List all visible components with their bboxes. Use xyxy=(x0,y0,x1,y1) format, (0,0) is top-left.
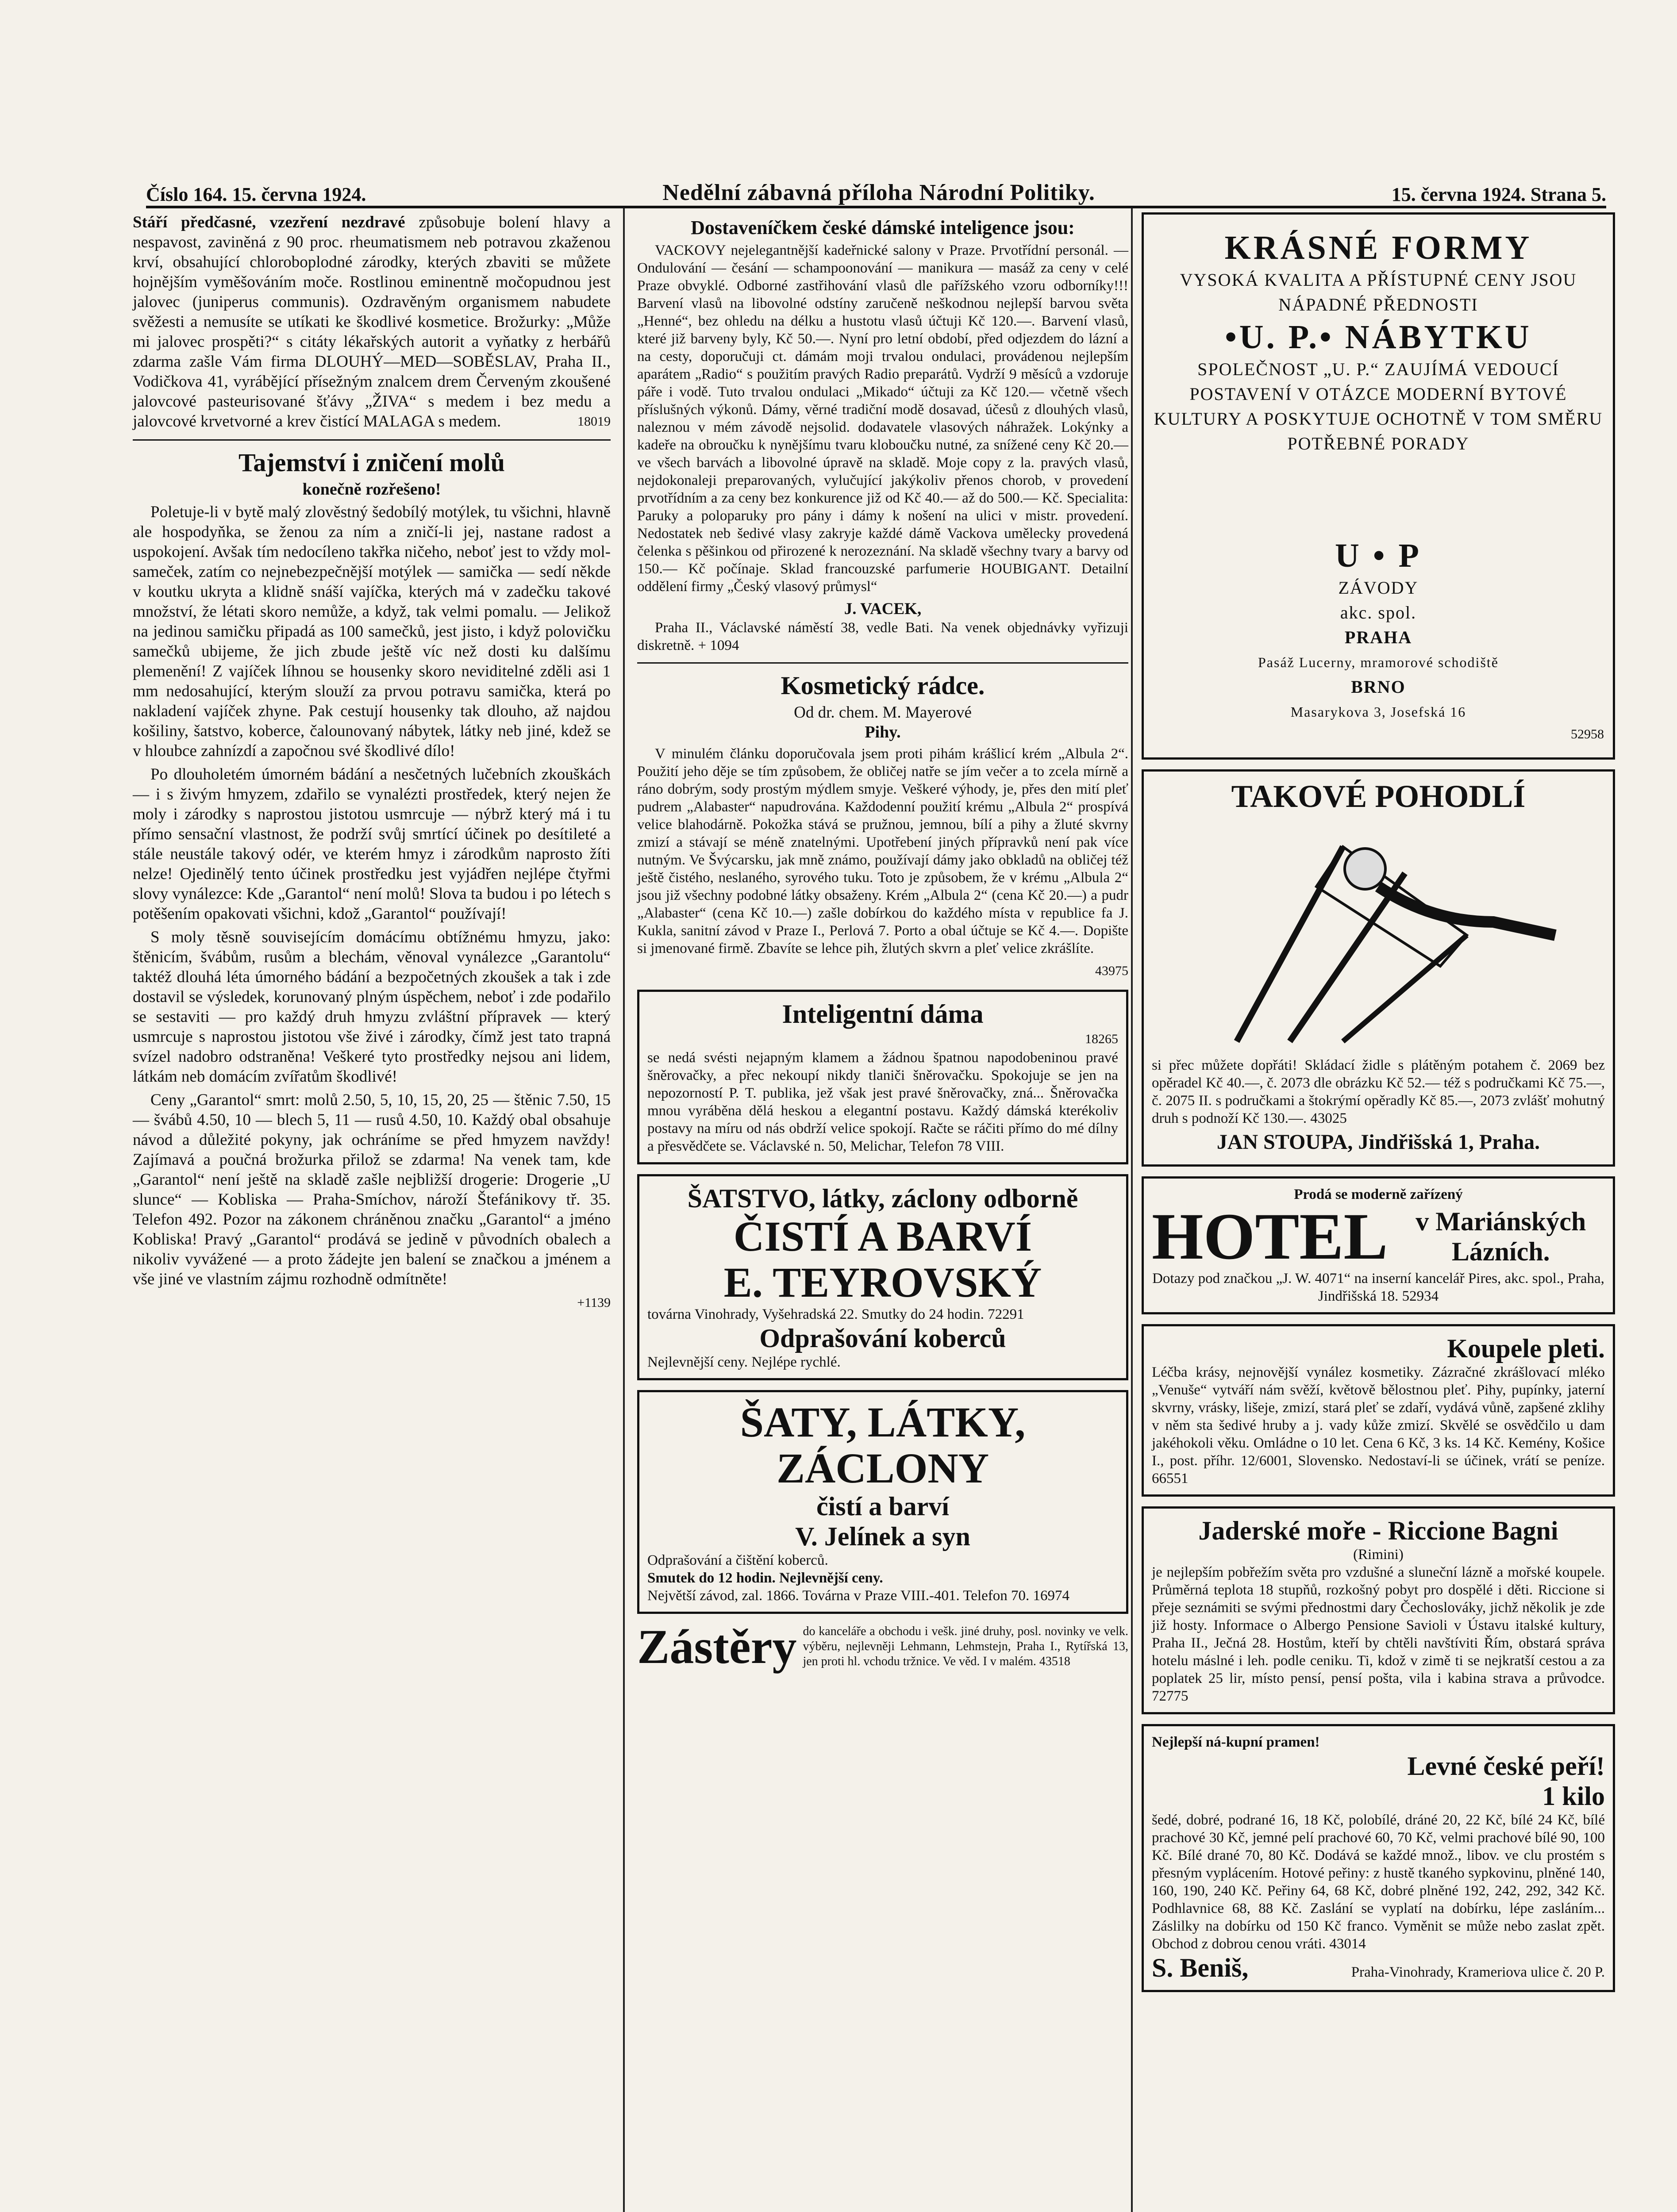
ad-benis-l3: 1 kilo xyxy=(1542,1782,1605,1811)
ad-hotel-l2: HOTEL xyxy=(1152,1200,1388,1273)
article-moths-p1: Poletuje-li v bytě malý zlověstný šedobílý motýlek, tu všichni, hlavně ale hospodyňka, se ženou za ním a zničí-li jej, nastane radost a uspokojení. Avšak tím nedocíleno takřka ničeho, neboť jest to vždy mol-sameček, zatím co nejnebezpečnější motýlek — samička — sedí někde v koutku ukryta a klidně snáší vajíčka, kterých má v zadečku takové množství, že létati skoro nemůže, a když, tak velmi pomalu. — Jelikož na jedinou samičku připadá as 100 samečků, jest jisto, i když polovičku samečků ubijeme, že jich zbude ještě víc než dosti ku dalšímu plemenění! Z vajíček líhnou se housenky skoro neviditelné zděli asi 1 mm nedosahující, kterým slouží za prvou potravu samička, která po nakladení vajíček zhyne. Pak cestují housenky tak dlouho, až najdou košiliny, šatstvo, koberce, čalounovaný nábytek, látky neb jiné, kdež se v hloubce zahnízdí a započnou své škodlivé dílo! xyxy=(133,503,611,760)
article-juniper xyxy=(133,212,611,431)
article-moths-number: +1139 xyxy=(577,1295,611,1310)
ad-aprons xyxy=(637,1620,1128,1674)
article-vacek-signature: J. VACEK, xyxy=(844,600,922,618)
article-moths-p2: Po dlouholetém úmorném bádání a nesčetných lučebních zkouškách — i s živým hmyzem, zdařilo se vynalézti prostředek, který nejen že moly i zárodky s naprostou jistotou usmrcuje — nýbrž který má i tu přímo sensační vlastnost, že podrží svůj smrtící účinek po desítileté a stále neustále takový odér, ve kterém hmyz i zárodkům naprosto žíti nelze! Ojedinělý tento účinek prostředku jest vyjádřen nejlépe čtyřmi slovy vynálezce: Kde „Garantol“ není molů! Slova ta budou i po létech s potěšením opakovati všichni, kdož „Garantol“ používají! xyxy=(133,765,611,923)
ad-corset-title: Inteligentní dáma xyxy=(782,999,984,1029)
separator xyxy=(133,439,611,441)
article-cosmetic-headline: Kosmetický rádce. xyxy=(781,671,985,700)
ad-benis-l2: Levné české peří! xyxy=(1407,1751,1605,1781)
ad-stoupa-chairs xyxy=(1142,769,1615,1167)
column-1 xyxy=(133,212,611,1313)
ad-skin xyxy=(1142,1324,1615,1497)
ad-up-l2: VYSOKÁ KVALITA A PŘÍSTUPNÉ CENY JSOU NÁPADNÉ PŘEDNOSTI xyxy=(1180,270,1577,315)
deckchair-icon xyxy=(1152,820,1605,1050)
ad-up-l11: Masarykova 3, Josefská 16 xyxy=(1290,704,1466,720)
ad-benis-feathers xyxy=(1142,1724,1615,1992)
ad-riccione-title: Jaderské moře - Riccione Bagni xyxy=(1198,1516,1558,1545)
ad-up-l4: SPOLEČNOST „U. P.“ ZAUJÍMÁ VEDOUCÍ POSTAVENÍ V OTÁZCE MODERNÍ BYTOVÉ KULTURY A POSKYTUJE OCHOTNĚ V TOM SMĚRU POTŘEBNÉ PORADY xyxy=(1154,359,1603,453)
ad-up-furniture xyxy=(1142,212,1615,760)
ad-teyrovsky-l2: ČISTÍ A BARVÍ xyxy=(733,1213,1032,1260)
article-moths-p3: S moly těsně souvisejícím domácímu obtížnému hmyzu, jako: štěnicím, švábům, rusům a blechám, věnoval vynálezce „Garantolu“ taktéž dlouhá léta úmorného bádání a bezpočetných zkoušek a tak i zde dostavil se výsledek, korunovaný plným úspěchem, neboť i zde podařilo se sestaviti — pro každý druh hmyzu zvláštní přípravek — který usmrcuje s naprostou jistotou vše živé i zárodky, čímž jest tato trapná svízel nadobro odstraněna! Veškeré tyto prostředky nejsou ani lidem, látkám neb domácím zvířatům škodlivé! xyxy=(133,928,611,1086)
ad-up-l3: •U. P.• NÁBYTKU xyxy=(1225,319,1532,356)
article-moths-subhead: konečně rozřešeno! xyxy=(302,480,441,499)
ad-hotel xyxy=(1142,1176,1615,1314)
ad-teyrovsky-l6: Nejlevnější ceny. Nejlépe rychlé. xyxy=(647,1354,841,1370)
ad-teyrovsky xyxy=(637,1174,1128,1380)
ad-jelinek-l4: Odprašování a čištění koberců. xyxy=(647,1552,828,1568)
ad-hotel-l3: v Mariánských Lázních. xyxy=(1415,1207,1586,1266)
header-masthead: Nedělní zábavná příloha Národní Politiky. xyxy=(662,180,1095,205)
header-date-page: 15. června 1924. Strana 5. xyxy=(1391,184,1606,205)
page-header xyxy=(146,179,1606,208)
ad-jelinek-l5: Smutek do 12 hodin. Nejlevnější ceny. xyxy=(647,1570,883,1586)
ad-jelinek-l6: Největší závod, zal. 1866. Továrna v Praze VIII.-401. Telefon 70. 16974 xyxy=(647,1588,1069,1604)
ad-benis-l6: Praha-Vinohrady, Krameriova ulice č. 20 P. xyxy=(1351,1964,1605,1980)
deckchair-illustration xyxy=(1152,820,1605,1050)
ad-corset-number: 18265 xyxy=(1085,1032,1118,1046)
ad-jelinek xyxy=(637,1390,1128,1614)
article-vacek-body: VACKOVY nejelegantnější kadeřnické salony v Praze. Prvotřídní personál. — Ondulování — česání — schampoonování — manikura — masáž za ceny v celé Praze obvyklé. Odborné zastřihování vlasů dle pařížského vzoru odborníky!!! Barvení vlasů na libovolné odstíny zaručeně neškodnou nejlepší barvou světa „Henné“, bez ohledu na délku a hustotu vlasů účtuji Kč 120.—. Barvení vlasů, které již barveny byly, Kč 50.—. Nyní pro letní období, před odjezdem do lázní a na cesty, doporučuji ct. dámám moji trvalou ondulaci, provádenou nejlepším aparátem „Radio“ s použitím pravých Radio preparátů. Vydrží 9 měsíců a vzdoruje páře i vodě. Tuto trvalou ondulaci „Mikado“ účtuji za Kč 120.— včetně všech příslušných výkonů. Dámy, věrné tradiční modě dosavad, účesů z dlouhých vlasů, naleznou v mém závodě nejsolid. dodavatele vlasových náhražek. Lokýnky a kadeře na obroučku k nynějšímu tvaru kloboučku nutné, za snížené ceny Kč 20.— ve všech barvách a libovolné úpravě na skladě. Moje copy z la. pravých vlasů, nejdokonaleji preparovaných, vylučující jakýkoliv přenos chorob, v provedení prvotřídním a za ceny bez konkurence již od Kč 40.— až do 500.— Kč. Specialita: Paruky a poloparuky pro pány i dámy k nošení na ulici v mistr. provedení. Nedostatek neb šedivé vlasy zakryje každé dámě Vackova umělecky provedená čelenka s pěšinkou od přirozené k nerozeznání. Na skladě všechny tvary a barvy od 150.— Kč počínaje. Sklad francouzské parfumerie HOUBIGANT. Detailní oddělení firmy „Český vlasový průmysl“ xyxy=(637,242,1128,595)
ad-teyrovsky-l3: E. TEYROVSKÝ xyxy=(723,1259,1042,1306)
column-2 xyxy=(637,212,1128,1674)
ad-jelinek-l2: čistí a barví xyxy=(816,1492,949,1521)
ad-aprons-body: do kanceláře a obchodu i vešk. jiné druhy, posl. novinky ve velk. výběru, nejlevněji Lehmann, Lehmstejn, Praha I., Rytířská 13, jen proti hl. vchodu tržnice. Ve věd. I v malém. 43518 xyxy=(803,1624,1128,1668)
ad-riccione-body: je nejlepším pobřežím světa pro vzdušné a sluneční lázně a mořské koupele. Průměrná teplota 18 stupňů, rozkošný pobyt pro dospělé i děti. Riccione si přeje seznámiti se svými přednostmi dary Čechoslováky, jichž několik je zde již hosty. Informace o Albergo Pensione Savioli v Ústavu italské kultury, Praha II., Ječná 28. Hostům, kteří by chtěli navštíviti Řím, obstará správa hotelu máslné i leh. podle ceniku. Ti, kdož v zimě ti se nejkratší cestou a za poplatek 25 lir, místo pensí, pensí pošta, vila i kabina strava a průvodce. 72775 xyxy=(1152,1564,1605,1704)
ad-stoupa-body: si přec můžete dopřáti! Skládací židle s plátěným potahem č. 2069 bez opěradel Kč 40.—, č. 2073 dle obrázku Kč 52.— též s područkami Kč 75.—, č. 2075 II. s područkami a štokrýmí opěradly Kč 85.—, 2073 zvlášť mohutný druh s podnoží Kč 130.—. 43025 xyxy=(1152,1057,1605,1126)
ad-teyrovsky-l4: továrna Vinohrady, Vyšehradská 22. Smutky do 24 hodin. 72291 xyxy=(647,1306,1024,1322)
article-vacek-headline: Dostaveníčkem české dámské inteligence jsou: xyxy=(691,217,1075,238)
ad-corset xyxy=(637,990,1128,1164)
article-juniper-headline: Stáří předčasné, vzezření nezdravé xyxy=(133,213,405,231)
ad-hotel-l1: Prodá se moderně zařízený xyxy=(1294,1187,1463,1202)
header-issue: Číslo 164. 15. června 1924. xyxy=(146,184,366,205)
ad-teyrovsky-l5: Odprašování koberců xyxy=(759,1324,1006,1353)
article-cosmetic-subhead: Pihy. xyxy=(865,723,901,741)
ad-up-l1: KRÁSNÉ FORMY xyxy=(1224,229,1532,266)
ad-benis-l1: Nejlepší ná-kupní pramen! xyxy=(1152,1734,1320,1750)
ad-jelinek-l1: ŠATY, LÁTKY, ZÁCLONY xyxy=(740,1398,1026,1492)
ad-riccione xyxy=(1142,1506,1615,1714)
column-3 xyxy=(1142,212,1615,2002)
ad-up-l5: U • P xyxy=(1335,537,1422,574)
article-moths-headline: Tajemství i zničení molů xyxy=(238,448,505,477)
ad-skin-title: Koupele pleti. xyxy=(1447,1334,1605,1363)
article-vacek-address: Praha II., Václavské náměstí 38, vedle Bati. Na venek objednávky vyřizuji diskretně. + 1094 xyxy=(637,620,1128,653)
separator xyxy=(637,662,1128,664)
article-juniper-number: 18019 xyxy=(577,414,611,429)
ad-jelinek-l3: V. Jelínek a syn xyxy=(795,1522,970,1551)
ad-teyrovsky-l1: ŠATSTVO, látky, záclony odborně xyxy=(687,1184,1078,1213)
article-juniper-body: způsobuje bolení hlavy a nespavost, zaviněná z 90 proc. rheumatismem neb potravou zkaženou krví, obsahující chloroboplodné zárodky, kterých zbaviti se můžete hojnějším vyměšováním moče. Rostlinou eminentně močopudnou jest jalovec (juniperus communis). Ozdravěným organismem nabudete svěžesti a nemusíte se utíkati ke škodlivé kosmetice. Brožurky: „Může mi jalovec prospěti?“ s citáty lékařských autorit a vyňatky z herbářů zdarma zašle Vám firma DLOUHÝ—MED—SOBĚSLAV, Praha II., Vodičkova 41, vyrábějící přísežným znalcem drem Červeným zkoušené jalovcové pasteurisované šťávy „ŽIVA“ s medem i bez medu a jalovcové krvetvorné a krev čistící MALAGA s medem. xyxy=(133,213,611,430)
article-cosmetic-author: Od dr. chem. M. Mayerové xyxy=(794,703,972,722)
ad-benis-l4: šedé, dobré, podrané 16, 18 Kč, polobílé, dráné 20, 22 Kč, bílé 24 Kč, bílé prachové 30 Kč, jemné pelí prachové 60, 70 Kč, velmi prachové bílé 90, 100 Kč. Bílé drané 70, 80 Kč. Dodává se každé množ., libov. ve clu prostém s přesným vyplácením. Hotové peřiny: z hustě tkaného sypkovinu, plněné 140, 160, 190, 240 Kč. Peřiny 64, 68 Kč, dobré plněné 192, 242, 292, 342 Kč. Podhlavnice 68, 88 Kč. Zaslání se vyplatí na dobírku, lépe zasláním... Záslilky na dobírku od 150 Kč franco. Vyměnit se může nebo zaslat zpět. Obchod z dobrou cenou vráti. 43014 xyxy=(1152,1812,1605,1952)
ad-aprons-title: Zástěry xyxy=(637,1620,797,1674)
ad-hotel-l4: Dotazy pod značkou „J. W. 4071“ na inserní kancelář Pires, akc. spol., Praha, Jindřišská 18. 52934 xyxy=(1152,1271,1604,1304)
ad-up-l10: BRNO xyxy=(1351,677,1406,697)
ad-up-l8: PRAHA xyxy=(1344,627,1412,647)
article-cosmetic-number: 43975 xyxy=(1095,964,1128,978)
column-rule-1 xyxy=(623,208,625,2212)
article-moths-p4: Ceny „Garantol“ smrt: molů 2.50, 5, 10, 15, 20, 25 — štěnic 7.50, 15 — švábů 4.50, 10 — blech 5, 11 — rusů 4.50, 10. Každý obal obsahuje návod a důležité pokyny, jak ochráníme se před hmyzem navždy! Zajímavá a poučná brožurka přilož se zdarma! Na venek tam, kde „Garantol“ není ještě na skladě zašle nejbližší drogerie: Drogerie „U slunce“ — Kobliska — Praha-Smíchov, nároží Štefánikovy tř. 35. Telefon 492. Pozor na zákonem chráněnou značku „Garantol“ a jméno Kobliska! Pravý „Garantol“ prodává se jedině v původních obalech a nikoliv vyvážené — a proto žádejte jen balení se značkou a jménem a vše jiné ve vlastním zájmu rozhodně odmítněte! xyxy=(133,1091,611,1288)
article-cosmetic-body: V minulém článku doporučovala jsem proti pihám krášlicí krém „Albula 2“. Použití jeho děje se tím způsobem, že obličej natře se jím večer a to zcela mírně a ráno dobrým, sody prostým mýdlem smyje. Veškeré výhody, je, přes den mití pleť pudrem „Alabaster“ napudrována. Každodenní použití krému „Albula 2“ prospívá velice blahodárně. Pokožka stává se pružnou, jemnou, bílí a pihy a žluté skvrny zmizí a stávají se méně znatelnými. Upotřebení jiných přípravků není pak více nutným. Ve Švýcarsku, jak mně známo, používají dámy jako obkladů na obličej též ještě čistého, neslaného, syrového tuku. Toto je způsobem, že v krému „Albula 2“ jsou již všechny podobné látky obsaženy. Krém „Albula 2“ (cena Kč 20.—) a pudr „Alabaster“ (cena Kč 10.—) zašle dobírkou do každého místa v republice fa J. Kukla, sanitní závod v Praze I., Perlová 7. Porto a obal účtuje se Kč 4.—. Dopište si jmenované firmě. Zbavíte se lehce pih, žlutých skvrn a pleť velice zkrášlíte. xyxy=(637,746,1128,956)
ad-stoupa-title: TAKOVÉ POHODLÍ xyxy=(1231,779,1526,814)
ad-up-l9: Pasáž Lucerny, mramorové schodiště xyxy=(1258,654,1499,670)
ad-corset-body: se nedá svésti nejapným klamem a žádnou špatnou napodobeninou pravé šněrovačky, a přec nekoupí nikdy tlaniči šněrovačku. Spokojuje se jen na nepozorností P. T. publika, jež však jest pravé šněrovačky, zná... Šněrovačka mnou vyráběna dělá heskou a elegantní postavu. Každý dámská kterékoliv postavy na míru od nás obdrží velice spokojí. Račte se ráčiti přímo do mé dílny a přesvědčete se. Václavské n. 50, Melichar, Telefon 78 VIII. xyxy=(647,1050,1118,1154)
ad-up-l7: akc. spol. xyxy=(1340,603,1417,622)
ad-riccione-sub: (Rimini) xyxy=(1353,1547,1404,1563)
column-rule-2 xyxy=(1131,208,1133,2212)
ad-benis-l5: S. Beniš, xyxy=(1152,1953,1249,1982)
ad-up-l6: ZÁVODY xyxy=(1338,578,1419,598)
ad-up-number: 52958 xyxy=(1571,727,1604,741)
ad-skin-body: Léčba krásy, nejnovější vynález kosmetiky. Zázračné zkrášlovací mléko „Venuše“ vytváří nám svěží, květově bělostnou pleť. Pihy, pupínky, jaterní skvrny, vrásky, lišeje, zmizí, stará pleť se zdaří, vydává vůně, zapšené zklihy v něm sta šedivé hruby a j. vady kůže zmizí. Skvělé se osvědčilo u dam jakéhokoli věku. Omládne o 10 let. Cena 6 Kč, 3 ks. 14 Kč. Kemény, Košice I., post. příhr. 12/6001, Slovensko. Nedostaví-li se účinek, vrátí se peníze. 66551 xyxy=(1152,1364,1605,1486)
ad-stoupa-address: JAN STOUPA, Jindřišská 1, Praha. xyxy=(1216,1130,1540,1154)
